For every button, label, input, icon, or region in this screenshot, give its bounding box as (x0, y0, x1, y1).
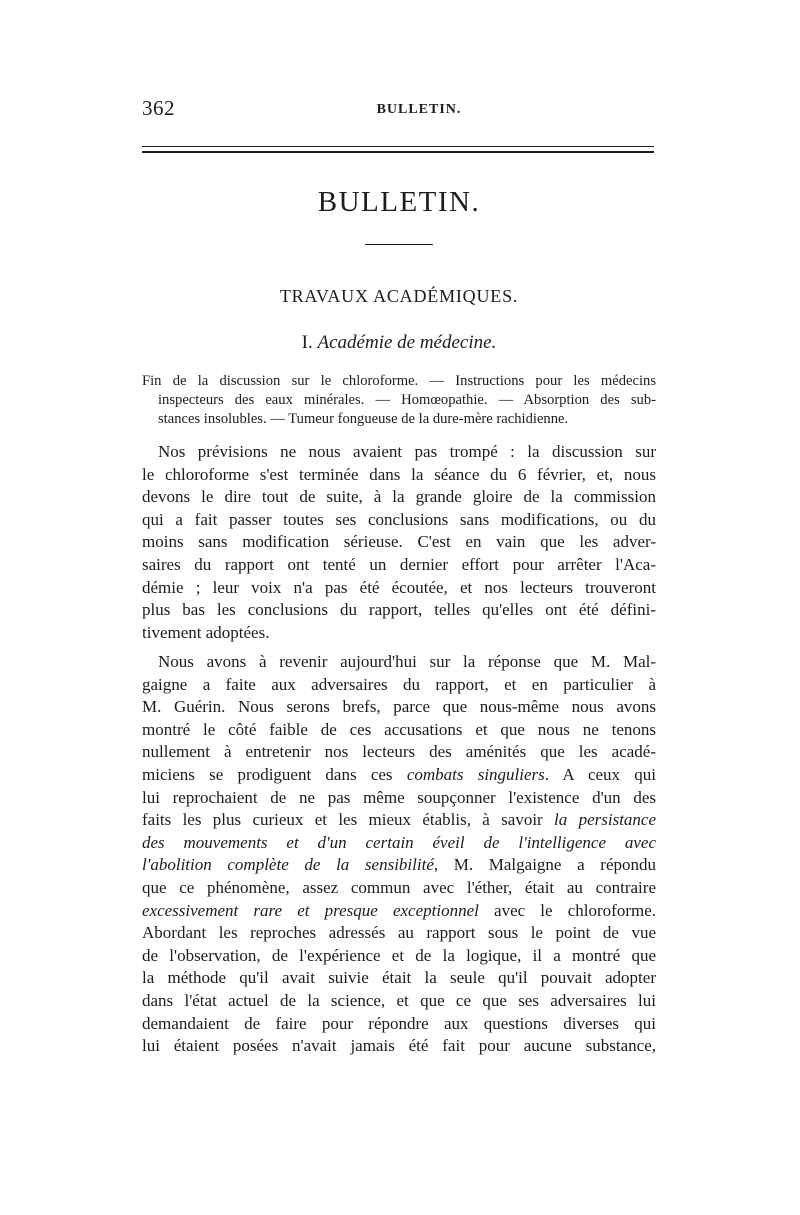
text-line: plus bas les conclusions du rapport, telles qu'elles ont été défini- (142, 600, 656, 620)
text-line: demandaient de faire pour répondre aux questions diverses qui (142, 1013, 656, 1033)
italic-run: excessivement rare et presque exceptionnel (142, 900, 479, 920)
text-run: avec le chloroforme. (478, 900, 656, 920)
header-double-rule (142, 146, 654, 153)
text-run: , M. Malgaigne a répondu (433, 855, 656, 875)
text-run: miciens se prodiguent dans ces (142, 764, 407, 784)
sub-subsection-title (142, 330, 656, 356)
text-line: Abordant les reproches adressés au rapport sous le point de vue (142, 923, 656, 943)
running-head (142, 96, 656, 126)
text-line (142, 900, 656, 923)
section-summary (142, 372, 656, 429)
text-line: moins sans modification sérieuse. C'est en vain que les adver- (142, 532, 656, 552)
text-line: nullement à entretenir nos lecteurs des aménités que les acadé- (142, 742, 656, 762)
italic-run: la persistance (554, 810, 657, 830)
running-title: BULLETIN. (376, 102, 462, 117)
title-divider (365, 244, 433, 245)
text-line: Nos prévisions ne nous avaient pas trompé : la discussion sur (158, 442, 656, 461)
text-line: tivement adoptées. (142, 622, 270, 642)
italic-line: des mouvements et d'un certain éveil de l'intelligence avec (142, 832, 656, 852)
section-title: BULLETIN. (317, 186, 481, 218)
subsection-title: TRAVAUX ACADÉMIQUES. (279, 286, 519, 306)
summary-line: inspecteurs des eaux minérales. — Homœopathie. — Absorption des sub- (158, 392, 656, 408)
text-line (142, 809, 656, 832)
italic-run: combats singuliers (406, 764, 545, 784)
italic-run: l'abolition complète de la sensibilité (142, 855, 434, 875)
text-line: lui reprochaient de ne pas même soupçonner l'existence d'un des (142, 787, 656, 807)
text-line: saires du rapport ont tenté un dernier effort pour arrêter l'Aca- (142, 554, 656, 574)
text-line: lui étaient posées n'avait jamais été fait pour aucune substance, (142, 1036, 656, 1056)
text-line: la méthode qu'il avait suivie était la seule qu'il pouvait adopter (142, 968, 656, 988)
text-line: le chloroforme s'est terminée dans la séance du 6 février, et, nous (142, 464, 656, 484)
text-line (142, 764, 656, 787)
text-line: gaigne a faite aux adversaires du rapport, et en particulier à (142, 674, 656, 694)
sub-subsection-number: I. (301, 332, 313, 353)
text-line: de l'observation, de l'expérience et de la logique, il a montré que (142, 945, 656, 965)
sub-subsection-name: Académie de médecine. (317, 332, 497, 353)
paragraph-1 (142, 441, 656, 644)
text-line: dans l'état actuel de la science, et que ce que ses adversaires lui (142, 990, 656, 1010)
text-run: . A ceux qui (544, 764, 657, 784)
text-line: devons le dire tout de suite, à la grande gloire de la commission (142, 487, 656, 507)
text-line: Nous avons à revenir aujourd'hui sur la réponse que M. Mal- (158, 652, 656, 671)
text-run: faits les plus curieux et les mieux établis, à savoir (142, 810, 555, 830)
text-line: qui a fait passer toutes ses conclusions sans modifications, ou du (142, 509, 656, 529)
summary-line: stances insolubles. — Tumeur fongueuse de la dure-mère rachidienne. (158, 411, 569, 427)
text-line: démie ; leur voix n'a pas été écoutée, et nos lecteurs trouveront (142, 577, 656, 597)
text-line: M. Guérin. Nous serons brefs, parce que nous-même nous avons (142, 697, 656, 717)
paragraph-2 (142, 651, 656, 1058)
text-line (142, 854, 656, 877)
text-line: que ce phénomène, assez commun avec l'éther, était au contraire (142, 877, 656, 897)
page-number: 362 (142, 96, 175, 120)
summary-line: Fin de la discussion sur le chloroforme. — Instructions pour les médecins (142, 373, 656, 389)
text-line: montré le côté faible de ces accusations et que nous ne tenons (142, 719, 656, 739)
